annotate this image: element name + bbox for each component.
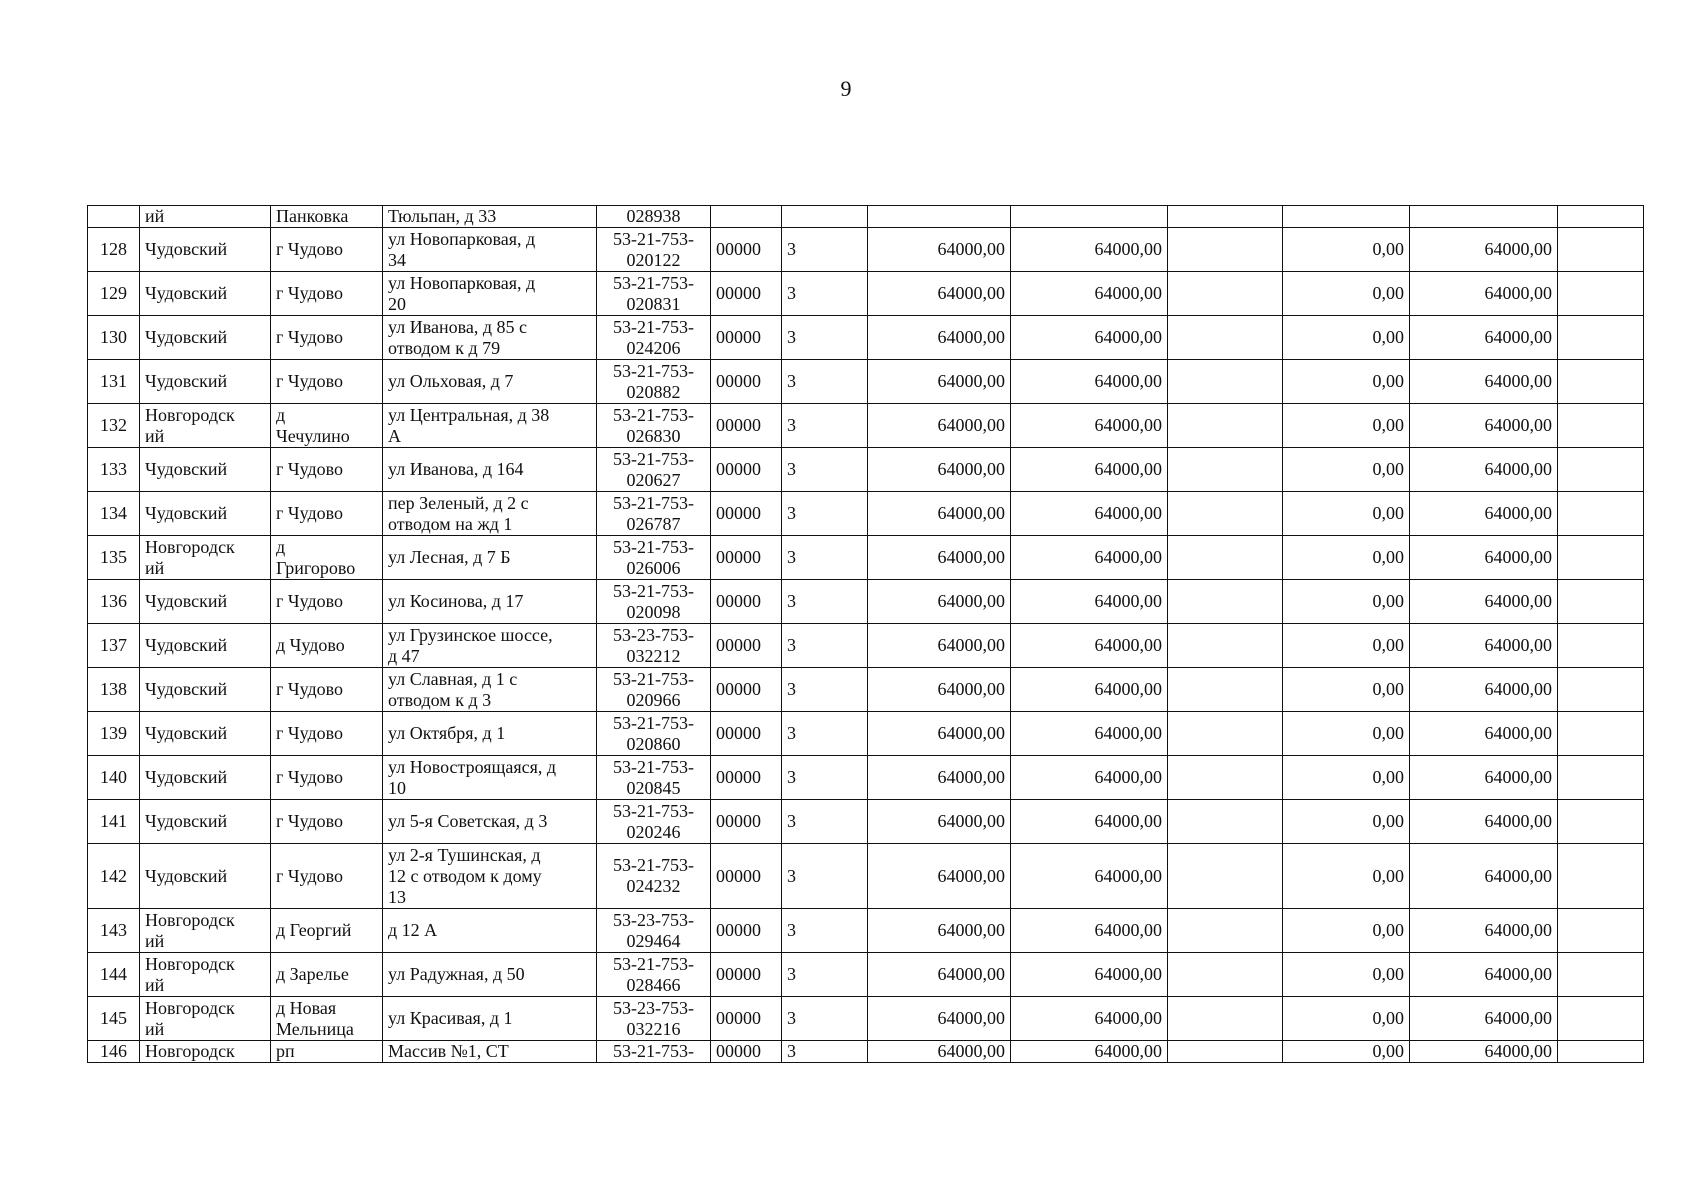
amount1-cell: 64000,00: [868, 316, 1011, 360]
amount4-cell: 0,00: [1283, 448, 1410, 492]
amount4-cell: 0,00: [1283, 624, 1410, 668]
amount4-cell: 0,00: [1283, 844, 1410, 909]
address-cell: д 12 А: [383, 909, 597, 953]
amount5-cell: 64000,00: [1410, 580, 1558, 624]
count-cell: 3: [782, 580, 868, 624]
amount2-cell: 64000,00: [1011, 953, 1168, 997]
amount4-cell: 0,00: [1283, 580, 1410, 624]
row-number: 134: [88, 492, 140, 536]
amount4-cell: 0,00: [1283, 800, 1410, 844]
table-row: [88, 756, 1644, 800]
amount5-cell: 64000,00: [1410, 624, 1558, 668]
kbk-cell: 00000: [711, 316, 782, 360]
row-number: 139: [88, 712, 140, 756]
address-cell: ул Иванова, д 164: [383, 448, 597, 492]
row-number: 138: [88, 668, 140, 712]
table-row: [88, 909, 1644, 953]
settlement-cell: г Чудово: [271, 316, 383, 360]
amount4-cell: 0,00: [1283, 909, 1410, 953]
settlement-cell: д Чечулино: [271, 404, 383, 448]
table-row: [88, 206, 1644, 228]
settlement-cell: г Чудово: [271, 360, 383, 404]
address-cell: ул Ольховая, д 7: [383, 360, 597, 404]
count-cell: 3: [782, 997, 868, 1041]
amount2-cell: 64000,00: [1011, 800, 1168, 844]
table-row: [88, 536, 1644, 580]
address-cell: пер Зеленый, д 2 с отводом на жд 1: [383, 492, 597, 536]
table-row: [88, 712, 1644, 756]
amount4-cell: 0,00: [1283, 712, 1410, 756]
amount1-cell: 64000,00: [868, 360, 1011, 404]
district-cell: Чудовский: [140, 844, 271, 909]
table-row: [88, 272, 1644, 316]
amount2-cell: 64000,00: [1011, 448, 1168, 492]
amount5-cell: 64000,00: [1410, 712, 1558, 756]
amount1-cell: 64000,00: [868, 404, 1011, 448]
address-cell: ул Новостроящаяся, д 10: [383, 756, 597, 800]
amount4-cell: 0,00: [1283, 316, 1410, 360]
table-row: [88, 844, 1644, 909]
address-cell: ул 5-я Советская, д 3: [383, 800, 597, 844]
amount3-cell: [1168, 800, 1283, 844]
settlement-cell: д Григорово: [271, 536, 383, 580]
row-number: 137: [88, 624, 140, 668]
amount1-cell: 64000,00: [868, 580, 1011, 624]
extra-cell: [1558, 712, 1644, 756]
amount5-cell: 64000,00: [1410, 668, 1558, 712]
district-cell: Чудовский: [140, 272, 271, 316]
amount3-cell: [1168, 272, 1283, 316]
district-cell: Новгородск ий: [140, 953, 271, 997]
table-row: [88, 1041, 1644, 1063]
table-body: [88, 206, 1644, 1063]
district-cell: Новгородск ий: [140, 536, 271, 580]
object-code-cell: 53-21-753- 026787: [597, 492, 711, 536]
count-cell: 3: [782, 953, 868, 997]
settlement-cell: г Чудово: [271, 492, 383, 536]
amount5-cell: 64000,00: [1410, 844, 1558, 909]
kbk-cell: 00000: [711, 844, 782, 909]
amount1-cell: 64000,00: [868, 448, 1011, 492]
amount1-cell: 64000,00: [868, 712, 1011, 756]
table-row: [88, 360, 1644, 404]
kbk-cell: 00000: [711, 360, 782, 404]
count-cell: 3: [782, 536, 868, 580]
amount2-cell: 64000,00: [1011, 316, 1168, 360]
extra-cell: [1558, 580, 1644, 624]
district-cell: Чудовский: [140, 756, 271, 800]
extra-cell: [1558, 536, 1644, 580]
amount4-cell: [1283, 206, 1410, 228]
extra-cell: [1558, 844, 1644, 909]
settlement-cell: д Зарелье: [271, 953, 383, 997]
count-cell: 3: [782, 712, 868, 756]
settlement-cell: г Чудово: [271, 272, 383, 316]
count-cell: 3: [782, 668, 868, 712]
address-cell: ул Октября, д 1: [383, 712, 597, 756]
kbk-cell: 00000: [711, 536, 782, 580]
amount4-cell: 0,00: [1283, 492, 1410, 536]
amount4-cell: 0,00: [1283, 228, 1410, 272]
object-code-cell: 53-21-753- 020246: [597, 800, 711, 844]
amount4-cell: 0,00: [1283, 404, 1410, 448]
row-number: 146: [88, 1041, 140, 1063]
address-cell: Тюльпан, д 33: [383, 206, 597, 228]
kbk-cell: 00000: [711, 756, 782, 800]
amount3-cell: [1168, 360, 1283, 404]
amount5-cell: 64000,00: [1410, 953, 1558, 997]
row-number: 142: [88, 844, 140, 909]
extra-cell: [1558, 228, 1644, 272]
settlement-cell: г Чудово: [271, 228, 383, 272]
amount4-cell: 0,00: [1283, 536, 1410, 580]
amount1-cell: 64000,00: [868, 492, 1011, 536]
settlement-cell: г Чудово: [271, 844, 383, 909]
address-cell: ул Грузинское шоссе, д 47: [383, 624, 597, 668]
table-row: [88, 492, 1644, 536]
table-row: [88, 624, 1644, 668]
extra-cell: [1558, 492, 1644, 536]
address-cell: ул Косинова, д 17: [383, 580, 597, 624]
count-cell: 3: [782, 360, 868, 404]
kbk-cell: 00000: [711, 404, 782, 448]
object-code-cell: 53-21-753- 020627: [597, 448, 711, 492]
object-code-cell: 53-21-753- 020831: [597, 272, 711, 316]
amount4-cell: 0,00: [1283, 360, 1410, 404]
row-number: 141: [88, 800, 140, 844]
district-cell: ий: [140, 206, 271, 228]
amount3-cell: [1168, 448, 1283, 492]
kbk-cell: 00000: [711, 997, 782, 1041]
object-code-cell: 53-21-753-: [597, 1041, 711, 1063]
amount3-cell: [1168, 953, 1283, 997]
district-cell: Чудовский: [140, 448, 271, 492]
extra-cell: [1558, 206, 1644, 228]
amount1-cell: 64000,00: [868, 272, 1011, 316]
settlement-cell: г Чудово: [271, 756, 383, 800]
extra-cell: [1558, 800, 1644, 844]
address-cell: ул 2-я Тушинская, д 12 с отводом к дому 13: [383, 844, 597, 909]
row-number: 129: [88, 272, 140, 316]
object-code-cell: 53-21-753- 024206: [597, 316, 711, 360]
settlement-cell: г Чудово: [271, 668, 383, 712]
settlement-cell: г Чудово: [271, 580, 383, 624]
amount3-cell: [1168, 580, 1283, 624]
amount3-cell: [1168, 844, 1283, 909]
amount4-cell: 0,00: [1283, 1041, 1410, 1063]
page-number: 9: [840, 76, 852, 101]
table-row: [88, 448, 1644, 492]
row-number: 132: [88, 404, 140, 448]
count-cell: 3: [782, 800, 868, 844]
count-cell: 3: [782, 844, 868, 909]
kbk-cell: 00000: [711, 272, 782, 316]
amount2-cell: 64000,00: [1011, 360, 1168, 404]
table-row: [88, 404, 1644, 448]
district-cell: Новгородск: [140, 1041, 271, 1063]
amount3-cell: [1168, 316, 1283, 360]
amount3-cell: [1168, 909, 1283, 953]
extra-cell: [1558, 404, 1644, 448]
object-code-cell: 028938: [597, 206, 711, 228]
table-row: [88, 316, 1644, 360]
extra-cell: [1558, 909, 1644, 953]
address-cell: ул Новопарковая, д 34: [383, 228, 597, 272]
district-cell: Чудовский: [140, 668, 271, 712]
amount2-cell: [1011, 206, 1168, 228]
amount1-cell: 64000,00: [868, 997, 1011, 1041]
amount1-cell: 64000,00: [868, 844, 1011, 909]
kbk-cell: 00000: [711, 1041, 782, 1063]
settlement-cell: г Чудово: [271, 712, 383, 756]
amount1-cell: 64000,00: [868, 536, 1011, 580]
amount4-cell: 0,00: [1283, 756, 1410, 800]
amount4-cell: 0,00: [1283, 997, 1410, 1041]
amount5-cell: 64000,00: [1410, 1041, 1558, 1063]
row-number: 145: [88, 997, 140, 1041]
amount2-cell: 64000,00: [1011, 624, 1168, 668]
district-cell: Чудовский: [140, 580, 271, 624]
settlement-cell: Панковка: [271, 206, 383, 228]
amount2-cell: 64000,00: [1011, 404, 1168, 448]
extra-cell: [1558, 272, 1644, 316]
amount3-cell: [1168, 756, 1283, 800]
amount1-cell: 64000,00: [868, 800, 1011, 844]
count-cell: 3: [782, 404, 868, 448]
amount5-cell: 64000,00: [1410, 492, 1558, 536]
amount1-cell: 64000,00: [868, 953, 1011, 997]
kbk-cell: 00000: [711, 448, 782, 492]
amount2-cell: 64000,00: [1011, 1041, 1168, 1063]
object-code-cell: 53-21-753- 020098: [597, 580, 711, 624]
amount4-cell: 0,00: [1283, 953, 1410, 997]
row-number: 135: [88, 536, 140, 580]
count-cell: 3: [782, 909, 868, 953]
row-number: 131: [88, 360, 140, 404]
row-number: 128: [88, 228, 140, 272]
count-cell: 3: [782, 492, 868, 536]
extra-cell: [1558, 997, 1644, 1041]
amount3-cell: [1168, 712, 1283, 756]
amount5-cell: [1410, 206, 1558, 228]
amount1-cell: 64000,00: [868, 1041, 1011, 1063]
amount4-cell: 0,00: [1283, 668, 1410, 712]
district-cell: Чудовский: [140, 492, 271, 536]
amount5-cell: 64000,00: [1410, 909, 1558, 953]
amount3-cell: [1168, 228, 1283, 272]
row-number: 143: [88, 909, 140, 953]
object-code-cell: 53-21-753- 026830: [597, 404, 711, 448]
amount1-cell: 64000,00: [868, 909, 1011, 953]
amount3-cell: [1168, 492, 1283, 536]
address-cell: ул Лесная, д 7 Б: [383, 536, 597, 580]
amount1-cell: [868, 206, 1011, 228]
amount3-cell: [1168, 206, 1283, 228]
amount1-cell: 64000,00: [868, 228, 1011, 272]
amount5-cell: 64000,00: [1410, 272, 1558, 316]
object-code-cell: 53-23-753- 032216: [597, 997, 711, 1041]
object-code-cell: 53-23-753- 029464: [597, 909, 711, 953]
amount2-cell: 64000,00: [1011, 536, 1168, 580]
kbk-cell: 00000: [711, 953, 782, 997]
amount5-cell: 64000,00: [1410, 800, 1558, 844]
amount3-cell: [1168, 536, 1283, 580]
settlement-cell: рп: [271, 1041, 383, 1063]
amount1-cell: 64000,00: [868, 756, 1011, 800]
amount3-cell: [1168, 1041, 1283, 1063]
count-cell: 3: [782, 316, 868, 360]
kbk-cell: 00000: [711, 909, 782, 953]
amount2-cell: 64000,00: [1011, 228, 1168, 272]
amount2-cell: 64000,00: [1011, 712, 1168, 756]
settlement-cell: д Георгий: [271, 909, 383, 953]
row-number: 144: [88, 953, 140, 997]
extra-cell: [1558, 448, 1644, 492]
district-cell: Чудовский: [140, 712, 271, 756]
table-row: [88, 580, 1644, 624]
amount5-cell: 64000,00: [1410, 228, 1558, 272]
district-cell: Чудовский: [140, 228, 271, 272]
amount3-cell: [1168, 997, 1283, 1041]
object-code-cell: 53-21-753- 028466: [597, 953, 711, 997]
table-row: [88, 800, 1644, 844]
amount5-cell: 64000,00: [1410, 536, 1558, 580]
count-cell: [782, 206, 868, 228]
object-code-cell: 53-21-753- 020966: [597, 668, 711, 712]
settlement-cell: д Чудово: [271, 624, 383, 668]
object-code-cell: 53-21-753- 020845: [597, 756, 711, 800]
row-number: 136: [88, 580, 140, 624]
row-number: [88, 206, 140, 228]
object-code-cell: 53-21-753- 020860: [597, 712, 711, 756]
extra-cell: [1558, 756, 1644, 800]
district-cell: Новгородск ий: [140, 404, 271, 448]
amount2-cell: 64000,00: [1011, 756, 1168, 800]
address-cell: Массив №1, СТ: [383, 1041, 597, 1063]
kbk-cell: 00000: [711, 228, 782, 272]
address-cell: ул Центральная, д 38 А: [383, 404, 597, 448]
settlement-cell: г Чудово: [271, 800, 383, 844]
amount2-cell: 64000,00: [1011, 492, 1168, 536]
amount5-cell: 64000,00: [1410, 448, 1558, 492]
district-cell: Новгородск ий: [140, 909, 271, 953]
district-cell: Чудовский: [140, 800, 271, 844]
amount2-cell: 64000,00: [1011, 580, 1168, 624]
kbk-cell: 00000: [711, 580, 782, 624]
count-cell: 3: [782, 272, 868, 316]
table-row: [88, 228, 1644, 272]
row-number: 130: [88, 316, 140, 360]
kbk-cell: 00000: [711, 624, 782, 668]
object-code-cell: 53-21-753- 026006: [597, 536, 711, 580]
row-number: 140: [88, 756, 140, 800]
address-cell: ул Новопарковая, д 20: [383, 272, 597, 316]
extra-cell: [1558, 1041, 1644, 1063]
amount5-cell: 64000,00: [1410, 404, 1558, 448]
amount5-cell: 64000,00: [1410, 360, 1558, 404]
extra-cell: [1558, 360, 1644, 404]
address-cell: ул Красивая, д 1: [383, 997, 597, 1041]
amount2-cell: 64000,00: [1011, 997, 1168, 1041]
kbk-cell: 00000: [711, 668, 782, 712]
settlement-cell: д Новая Мельница: [271, 997, 383, 1041]
table-row: [88, 668, 1644, 712]
district-cell: Чудовский: [140, 624, 271, 668]
district-cell: Чудовский: [140, 316, 271, 360]
count-cell: 3: [782, 624, 868, 668]
amount2-cell: 64000,00: [1011, 668, 1168, 712]
amount1-cell: 64000,00: [868, 624, 1011, 668]
address-cell: ул Радужная, д 50: [383, 953, 597, 997]
count-cell: 3: [782, 448, 868, 492]
amount2-cell: 64000,00: [1011, 272, 1168, 316]
extra-cell: [1558, 316, 1644, 360]
row-number: 133: [88, 448, 140, 492]
table-row: [88, 953, 1644, 997]
amount4-cell: 0,00: [1283, 272, 1410, 316]
extra-cell: [1558, 953, 1644, 997]
amount3-cell: [1168, 404, 1283, 448]
settlement-cell: г Чудово: [271, 448, 383, 492]
amount5-cell: 64000,00: [1410, 756, 1558, 800]
count-cell: 3: [782, 1041, 868, 1063]
district-cell: Чудовский: [140, 360, 271, 404]
amount5-cell: 64000,00: [1410, 997, 1558, 1041]
kbk-cell: 00000: [711, 712, 782, 756]
kbk-cell: 00000: [711, 492, 782, 536]
count-cell: 3: [782, 756, 868, 800]
kbk-cell: [711, 206, 782, 228]
amount3-cell: [1168, 668, 1283, 712]
kbk-cell: 00000: [711, 800, 782, 844]
amount2-cell: 64000,00: [1011, 844, 1168, 909]
extra-cell: [1558, 668, 1644, 712]
extra-cell: [1558, 624, 1644, 668]
object-code-cell: 53-23-753- 032212: [597, 624, 711, 668]
amount5-cell: 64000,00: [1410, 316, 1558, 360]
amount3-cell: [1168, 624, 1283, 668]
amount2-cell: 64000,00: [1011, 909, 1168, 953]
address-cell: ул Иванова, д 85 с отводом к д 79: [383, 316, 597, 360]
object-code-cell: 53-21-753- 024232: [597, 844, 711, 909]
count-cell: 3: [782, 228, 868, 272]
table-row: [88, 997, 1644, 1041]
registry-table: [87, 205, 1644, 1063]
object-code-cell: 53-21-753- 020882: [597, 360, 711, 404]
object-code-cell: 53-21-753- 020122: [597, 228, 711, 272]
district-cell: Новгородск ий: [140, 997, 271, 1041]
address-cell: ул Славная, д 1 с отводом к д 3: [383, 668, 597, 712]
amount1-cell: 64000,00: [868, 668, 1011, 712]
